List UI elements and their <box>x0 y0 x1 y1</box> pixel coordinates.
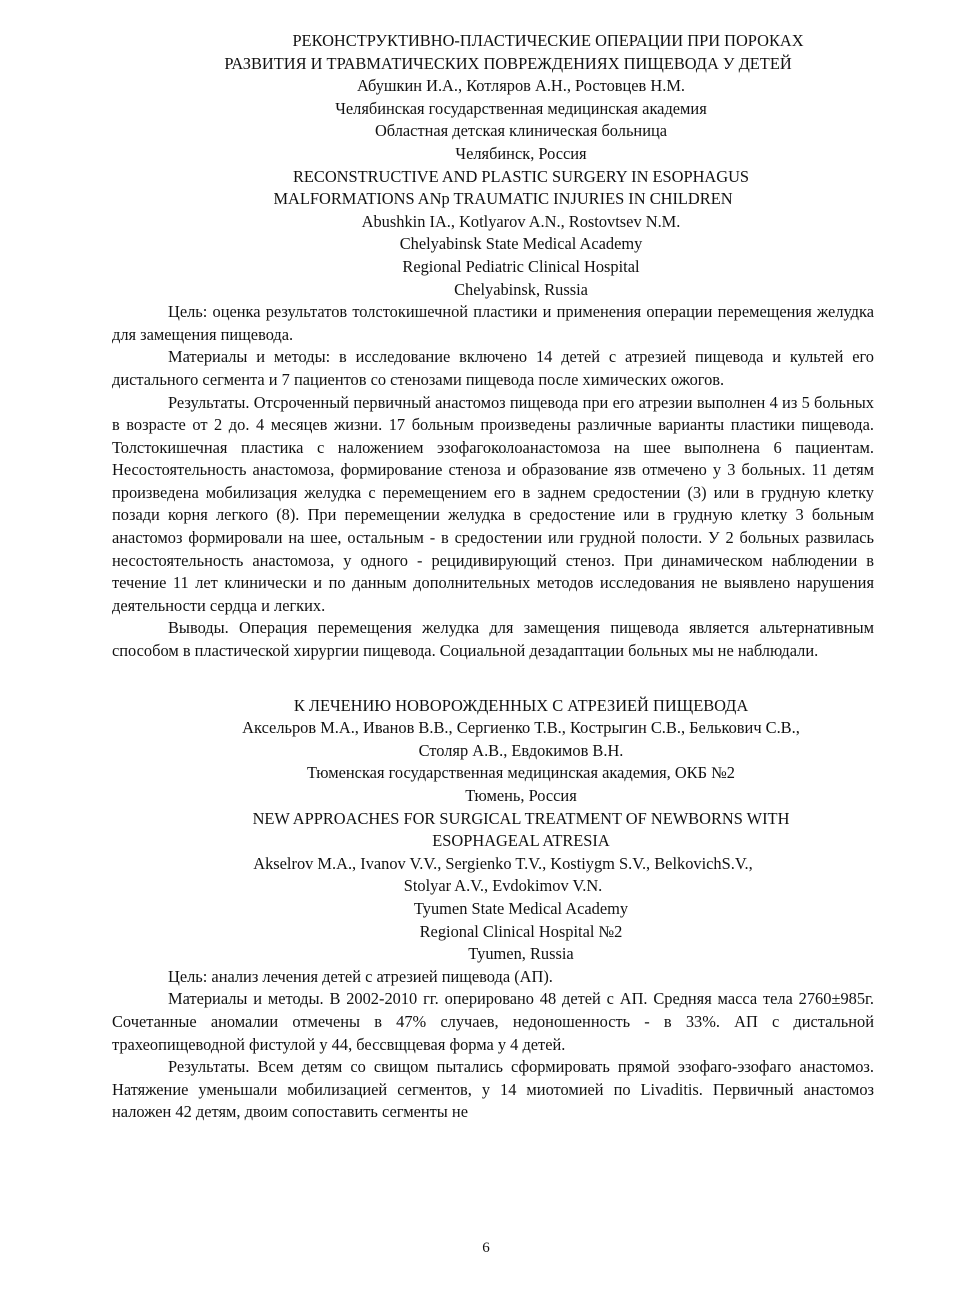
article1-affil-ru-2: Областная детская клиническая больница <box>374 121 668 141</box>
article2-paragraph-goal: Цель: анализ лечения детей с атрезией пищевода (АП). <box>168 966 553 986</box>
article2-authors-en-line1: Akselrov M.A., Ivanov V.V., Sergienko T.V., Kostiygm S.V., BelkovichS.V., <box>253 853 753 873</box>
article1-paragraph-conclusions: Выводы. Операция перемещения желудка для замещения пищевода является альтернативным способом в пластической хирургии пищевода. Социальной дезадаптации больных мы не наблюдали. <box>112 618 874 661</box>
article1-affil-en-2: Regional Pediatric Clinical Hospital <box>402 256 640 276</box>
article2-affil-en-1: Tyumen State Medical Academy <box>413 898 629 918</box>
article2-affil-en-3: Tyumen, Russia <box>468 944 574 964</box>
article1-paragraph-results: Результаты. Отсроченный первичный анастомоз пищевода при его атрезии выполнен 4 из 5 больных в возрасте от 2 до. 4 месяцев жизни. 17 больным произведены различные варианты пластики пищевода. Толстокишечная пластика с наложением эзофагоколоанастомоза на шее выполнена 6 пациентам. Несостоятельность анастомоза, формирование стеноза и образование язв отмечено у 3 больных. 11 детям произведена мобилизация желудка с перемещением его в заднем средостении (3) или в грудную клетку позади корня легкого (8). При перемещении желудка в средостение или в грудную клетку 3 больным анастомоз формировали на шее, остальным - в средостении или грудной полости. У 2 больных развилась несостоятельность анастомоза, у одного - рецидивирующий стеноз. При динамическом наблюдении в течение 11 лет клинически и по данным дополнительных методов исследования не выявлено нарушения деятельности сердца и легких. <box>112 392 874 615</box>
article1-authors-en: Abushkin IA., Kotlyarov A.N., Rostovtsev N.M. <box>361 211 681 231</box>
article1-affil-en-1: Chelyabinsk State Medical Academy <box>399 234 643 254</box>
article2-title-en-line1: NEW APPROACHES FOR SURGICAL TREATMENT OF NEWBORNS WITH <box>252 808 790 828</box>
article2-paragraph-results: Результаты. Всем детям со свищом пытались сформировать прямой эзофаго-эзофаго анастомоз. Натяжение уменьшали мобилизацией сегментов, у 14 миотомией по Livaditis. Первичный анастомоз наложен 42 детям, двоим сопоставить сегменты не <box>112 1057 874 1122</box>
article2-affil-en-2: Regional Clinical Hospital №2 <box>419 921 623 941</box>
page-number: 6 <box>482 1240 490 1256</box>
article1-affil-ru-1: Челябинская государственная медицинская академия <box>335 98 707 118</box>
article1-paragraph-goal: Цель: оценка результатов толстокишечной пластики и применения операции перемещения желудка для замещения пищевода. <box>112 302 874 344</box>
article1-paragraph-methods: Материалы и методы: в исследование включено 14 детей с атрезией пищевода и культей его дистального сегмента и 7 пациентов со стенозами пищевода после химических ожогов. <box>112 347 874 389</box>
article1-title-ru-line2: РАЗВИТИЯ И ТРАВМАТИЧЕСКИХ ПОВРЕЖДЕНИЯХ ПИЩЕВОДА У ДЕТЕЙ <box>224 53 792 73</box>
article2-title-en-line2: ESOPHAGEAL ATRESIA <box>432 831 610 851</box>
article1-authors-ru: Абушкин И.А., Котляров А.Н., Ростовцев Н.М. <box>356 76 686 96</box>
article2-authors-en-line2: Stolyar A.V., Evdokimov V.N. <box>403 876 603 896</box>
article2-affil-ru-2: Тюмень, Россия <box>465 786 577 805</box>
article1-title-ru-line1: РЕКОНСТРУКТИВНО-ПЛАСТИЧЕСКИЕ ОПЕРАЦИИ ПРИ ПОРОКАХ <box>292 31 804 50</box>
article2-affil-ru-1: Тюменская государственная медицинская академия, ОКБ №2 <box>307 763 735 783</box>
article1-title-en-line1: RECONSTRUCTIVE AND PLASTIC SURGERY IN ESOPHAGUS <box>292 166 750 186</box>
document-page <box>112 30 874 1124</box>
section-gap <box>112 663 874 695</box>
article2-title-ru: К ЛЕЧЕНИЮ НОВОРОЖДЕННЫХ С АТРЕЗИЕЙ ПИЩЕВОДА <box>293 695 749 715</box>
article2-authors-ru-line1: Аксельров М.А., Иванов В.В., Сергиенко Т.В., Кострыгин С.В., Белькович С.В., <box>242 718 800 738</box>
article1-affil-ru-3: Челябинск, Россия <box>455 143 587 163</box>
article2-paragraph-methods: Материалы и методы. В 2002-2010 гг. оперировано 48 детей с АП. Средняя масса тела 2760±985г. Сочетанные аномалии отмечены в 47% случаев, недоношенность - в 33%. АП с дистальной трахеопищеводной фистулой у 44, бессвщцевая форма у 4 детей. <box>112 989 874 1054</box>
article2-authors-ru-line2: Столяр А.В., Евдокимов В.Н. <box>418 740 624 760</box>
article1-title-en-line2: MALFORMATIONS ANp TRAUMATIC INJURIES IN CHILDREN <box>273 189 733 209</box>
article1-affil-en-3: Chelyabinsk, Russia <box>454 279 588 299</box>
